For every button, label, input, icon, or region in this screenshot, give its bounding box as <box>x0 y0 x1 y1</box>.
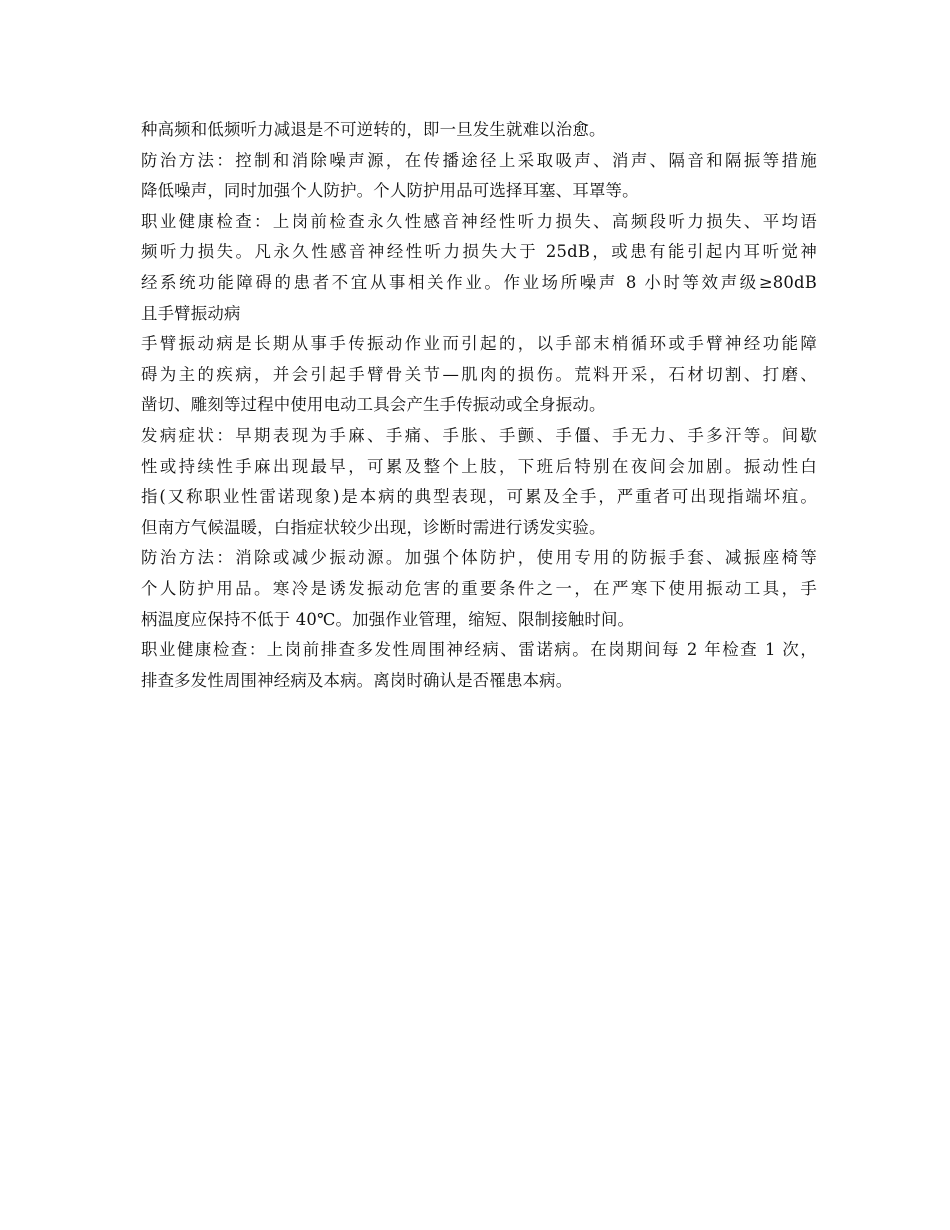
text-line: 发病症状：早期表现为手麻、手痛、手胀、手颤、手僵、手无力、手多汗等。间歇 <box>141 425 817 445</box>
text-line: 碍为主的疾病，并会引起手臂骨关节—肌肉的损伤。荒料开采，石材切割、打磨、 <box>141 364 817 384</box>
text-line: 个人防护用品。寒冷是诱发振动危害的重要条件之一，在严寒下使用振动工具，手 <box>141 578 817 598</box>
text-line: 降低噪声，同时加强个人防护。个人防护用品可选择耳塞、耳罩等。 <box>141 181 639 201</box>
text-line: 排查多发性周围神经病及本病。离岗时确认是否罹患本病。 <box>141 670 573 690</box>
text-line: 防治方法：控制和消除噪声源，在传播途径上采取吸声、消声、隔音和隔振等措施 <box>141 150 817 170</box>
text-line: 柄温度应保持不低于 40℃。加强作业管理，缩短、限制接触时间。 <box>141 609 635 629</box>
text-line: 种高频和低频听力减退是不可逆转的，即一旦发生就难以治愈。 <box>141 120 606 139</box>
text-line: 且手臂振动病 <box>141 303 241 323</box>
text-line: 性或持续性手麻出现最早，可累及整个上肢，下班后特别在夜间会加剧。振动性白 <box>141 456 817 476</box>
text-line: 手臂振动病是长期从事手传振动作业而引起的，以手部末梢循环或手臂神经功能障 <box>141 334 817 354</box>
text-line: 防治方法：消除或减少振动源。加强个体防护，使用专用的防振手套、减振座椅等 <box>141 548 817 568</box>
text-line: 经系统功能障碍的患者不宜从事相关作业。作业场所噪声 8 小时等效声级≥80dB <box>141 272 817 292</box>
text-line: 但南方气候温暖，白指症状较少出现，诊断时需进行诱发实验。 <box>141 517 606 537</box>
text-line: 职业健康检查：上岗前排查多发性周围神经病、雷诺病。在岗期间每 2 年检查 1 次， <box>141 640 817 660</box>
text-line: 指(又称职业性雷诺现象)是本病的典型表现，可累及全手，严重者可出现指端坏疽。 <box>141 487 817 507</box>
document-body <box>141 115 817 696</box>
text-line: 职业健康检查：上岗前检查永久性感音神经性听力损失、高频段听力损失、平均语 <box>141 211 817 231</box>
text-line: 频听力损失。凡永久性感音神经性听力损失大于 25dB，或患有能引起内耳听觉神 <box>141 242 817 262</box>
text-line: 凿切、雕刻等过程中使用电动工具会产生手传振动或全身振动。 <box>141 395 606 415</box>
